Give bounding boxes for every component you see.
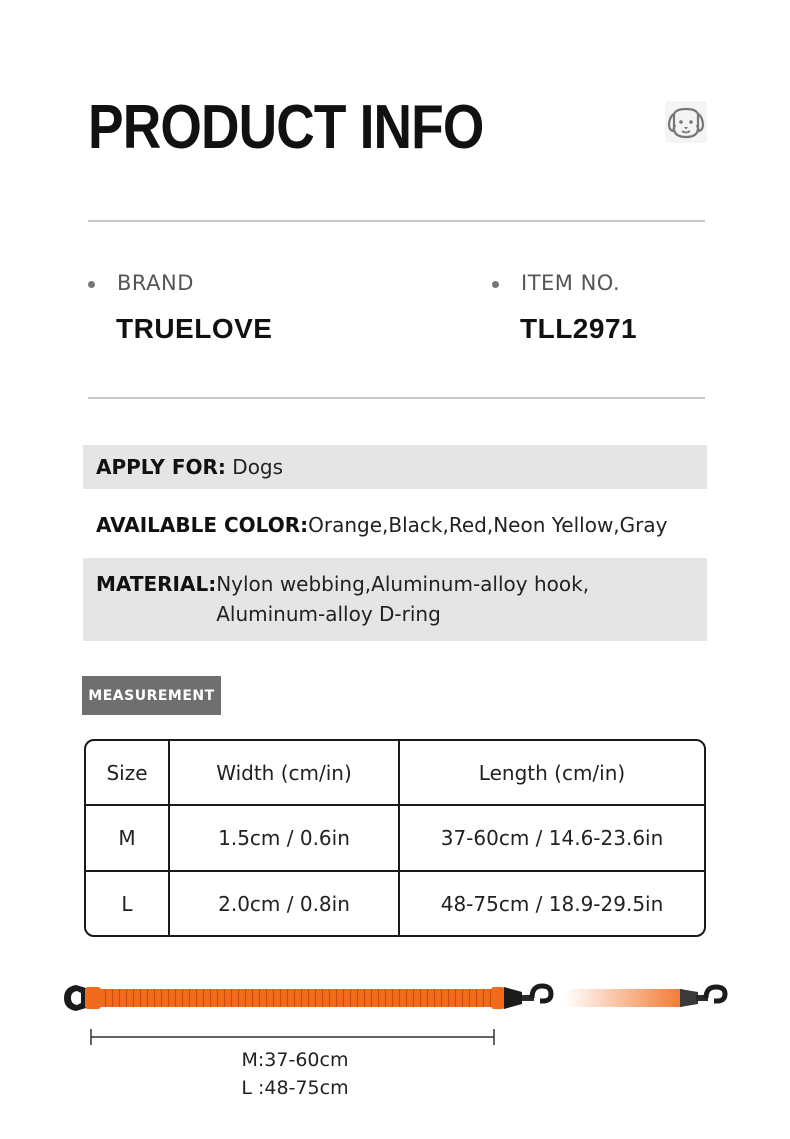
material-value-line-2: Aluminum-alloy D-ring [216, 602, 441, 626]
cell-width: 2.0cm / 0.8in [170, 872, 400, 935]
brand-label: BRAND [117, 271, 194, 295]
table-header-row [86, 741, 704, 806]
material-row [83, 558, 707, 641]
cell-size: L [86, 872, 170, 935]
item-number-value: TLL2971 [520, 313, 638, 344]
length-dimension-line [90, 1027, 495, 1047]
apply-for-value: Dogs [232, 455, 284, 479]
page-title: PRODUCT INFO [88, 93, 484, 162]
header-width: Width (cm/in) [170, 741, 400, 806]
header-size: Size [86, 741, 170, 806]
measurement-table [84, 739, 706, 937]
table-row [86, 806, 704, 872]
header-length: Length (cm/in) [400, 741, 704, 806]
length-label-l: L :48-75cm [241, 1077, 349, 1099]
cell-size: M [86, 806, 170, 872]
cell-width: 1.5cm / 0.6in [170, 806, 400, 872]
table-row [86, 872, 704, 935]
available-color-value: Orange,Black,Red,Neon Yellow,Gray [308, 513, 668, 537]
material-value-line-1: Nylon webbing,Aluminum-alloy hook, [216, 572, 590, 596]
bullet-icon [492, 281, 499, 288]
available-color-label: AVAILABLE COLOR: [96, 513, 309, 537]
bullet-icon [88, 281, 95, 288]
brand-value: TRUELOVE [116, 313, 273, 344]
material-label: MATERIAL: [96, 572, 217, 596]
apply-for-row [83, 445, 707, 489]
available-color-row [83, 503, 707, 547]
bungee-leash-image [60, 975, 750, 1025]
cell-length: 37-60cm / 14.6-23.6in [400, 806, 704, 872]
item-number-label: ITEM NO. [521, 271, 621, 295]
length-label-m: M:37-60cm [241, 1049, 349, 1071]
divider-bottom [88, 397, 705, 399]
cell-length: 48-75cm / 18.9-29.5in [440, 891, 664, 916]
apply-for-label: APPLY FOR: [96, 455, 226, 479]
measurement-badge: MEASUREMENT [82, 676, 221, 715]
divider-top [88, 220, 705, 222]
dog-face-icon [664, 100, 708, 144]
